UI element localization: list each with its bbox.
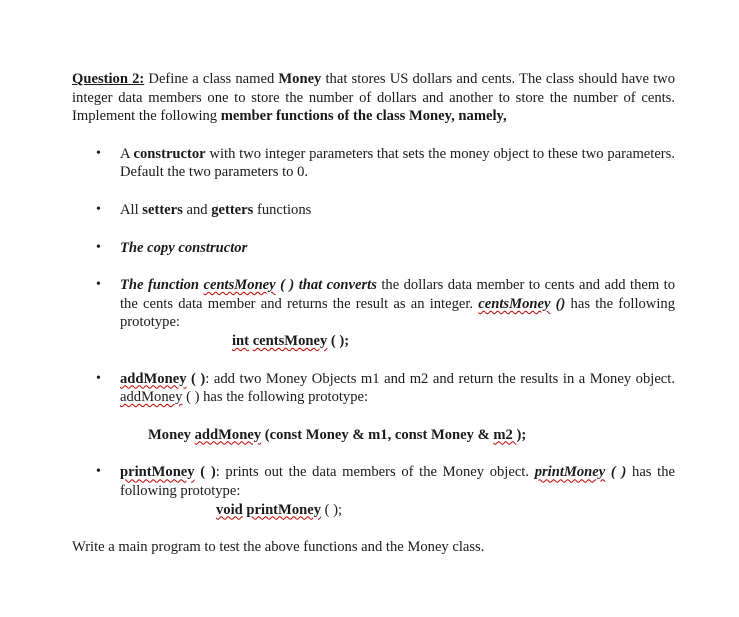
print-function-name-2: printMoney: [534, 464, 606, 481]
bullet-icon: •: [96, 239, 101, 255]
bullet-icon: •: [96, 370, 101, 386]
closing-paragraph: Write a main program to test the above functions and the Money class.: [72, 539, 485, 556]
bullet-setters-getters: [72, 201, 675, 220]
add-proto-end: );: [516, 426, 527, 443]
cents-bi-post: that converts: [294, 277, 377, 294]
add-prototype: [120, 426, 675, 445]
bullet-print-money: [72, 463, 675, 519]
add-function-name: addMoney: [120, 370, 187, 387]
add-proto-m2: m2: [493, 426, 517, 443]
bullet-icon: •: [96, 201, 101, 217]
print-proto-type: void: [216, 501, 243, 518]
print-function-name: printMoney: [120, 464, 195, 481]
document-body: [72, 70, 675, 557]
bullet-icon: •: [96, 277, 101, 293]
cents-pre: The function: [120, 277, 204, 294]
add-function-name-2: addMoney: [120, 389, 183, 406]
setters-post: functions: [253, 201, 312, 218]
print-post: : prints out the data members of the Money object.: [215, 464, 535, 481]
copy-constructor-text: The copy constructor: [120, 239, 248, 256]
add-paren: ( ): [186, 370, 206, 387]
cents-paren: ( ): [275, 277, 295, 294]
cents-proto-rest: ( );: [327, 332, 350, 349]
cents-function-name-2: centsMoney: [478, 295, 551, 312]
add-proto-name: addMoney: [194, 426, 262, 443]
print-paren-2: ( ): [605, 464, 627, 481]
class-name: Money: [278, 71, 322, 87]
bullet-cents-money: [72, 276, 675, 350]
cents-prototype: [120, 332, 675, 351]
add-proto-pre: Money: [148, 426, 195, 443]
add-proto-mid: (const Money & m1, const Money &: [261, 426, 494, 443]
constructor-pre: A: [120, 145, 134, 162]
bullet-copy-constructor: [72, 239, 675, 258]
question-intro-2: that stores US dollars and cents. The class should have two integer data members one to store the number of dollars and another to store the number of cents. Implement the following: [72, 71, 675, 125]
setters-mid: and: [182, 201, 212, 218]
print-proto-rest: ( );: [321, 501, 343, 518]
requirements-list: [72, 145, 675, 519]
question-paragraph: [72, 70, 675, 126]
cents-proto-name: centsMoney: [252, 332, 328, 349]
print-proto-name: printMoney: [246, 501, 322, 518]
print-paren: ( ): [194, 464, 216, 481]
cents-post: the dollars data member to cents and add them to the cents data member and returns the result as an integer.: [120, 277, 675, 312]
cents-paren-2: (): [550, 295, 566, 312]
cents-function-name: centsMoney: [203, 277, 276, 294]
question-intro-bold: member functions of the class Money, namely,: [220, 108, 507, 125]
constructor-bold: constructor: [133, 145, 206, 162]
setters-pre: All: [120, 201, 143, 218]
question-label: Question 2:: [72, 71, 145, 87]
bullet-icon: •: [96, 464, 101, 480]
setters-bold: setters: [142, 201, 183, 218]
cents-proto-type: int: [232, 332, 250, 349]
bullet-add-money: [72, 370, 675, 445]
add-post-2: ( ) has the following prototype:: [182, 389, 369, 406]
add-post: : add two Money Objects m1 and m2 and return the results in a Money object.: [205, 370, 675, 387]
question-intro-1: Define a class named: [144, 71, 279, 87]
cents-post-2: has the following prototype:: [120, 295, 675, 331]
getters-bold: getters: [211, 201, 254, 218]
bullet-icon: •: [96, 145, 101, 161]
print-post-2: has the following prototype:: [120, 464, 675, 499]
constructor-post: with two integer parameters that sets the money object to these two parameters. Default the two parameters to 0.: [120, 145, 675, 181]
print-prototype: [120, 501, 675, 520]
bullet-constructor: [72, 145, 675, 182]
